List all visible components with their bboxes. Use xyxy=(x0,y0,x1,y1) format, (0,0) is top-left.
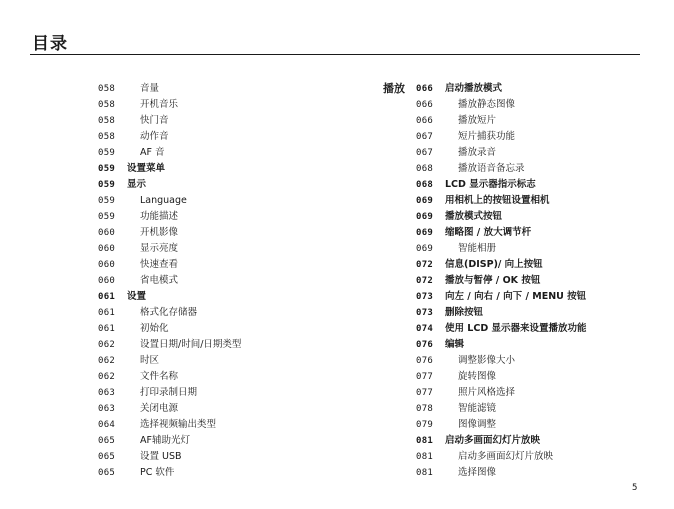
toc-page-number: 069 xyxy=(416,228,434,238)
toc-entry-title: 播放静态图像 xyxy=(458,99,516,110)
toc-entry-title: 设置 xyxy=(127,291,147,302)
toc-page-number: 066 xyxy=(416,100,434,110)
toc-page-number: 066 xyxy=(416,84,434,94)
toc-entry-title: PC 软件 xyxy=(140,467,175,478)
toc-entry-title: 播放与暂停 / OK 按钮 xyxy=(445,275,541,286)
toc-page-number: 079 xyxy=(416,420,434,430)
toc-page-number: 073 xyxy=(416,292,434,302)
toc-entry-title: 播放语音备忘录 xyxy=(458,163,525,174)
toc-entry-title: 向左 / 向右 / 向下 / MENU 按钮 xyxy=(445,291,587,302)
toc-page-number: 062 xyxy=(98,356,116,366)
toc-entry-title: 使用 LCD 显示器来设置播放功能 xyxy=(445,323,587,334)
toc-page-number: 077 xyxy=(416,372,434,382)
toc-entry-title: 功能描述 xyxy=(140,211,179,222)
toc-entry-title: 播放录音 xyxy=(458,147,497,158)
toc-entry-title: 缩略图 / 放大调节杆 xyxy=(445,227,532,238)
toc-entry-title: 信息(DISP)/ 向上按钮 xyxy=(445,259,543,270)
toc-page-number: 060 xyxy=(98,228,116,238)
toc-entry-title: 格式化存储器 xyxy=(140,307,198,318)
toc-entry-title: 编辑 xyxy=(445,339,465,350)
toc-page-number: 077 xyxy=(416,388,434,398)
toc-page-number: 059 xyxy=(98,212,116,222)
toc-entry-title: 图像调整 xyxy=(458,419,497,430)
toc-entry-title: LCD 显示器指示标志 xyxy=(445,179,536,190)
toc-page-number: 069 xyxy=(416,212,434,222)
page-number: 5 xyxy=(632,483,638,493)
section-label-playback: 播放 xyxy=(383,82,405,95)
toc-entry-title: 动作音 xyxy=(140,131,169,142)
toc-entry-title: AF辅助光灯 xyxy=(140,435,190,446)
toc-page-number: 067 xyxy=(416,148,434,158)
toc-page-number: 078 xyxy=(416,404,434,414)
toc-page-number: 058 xyxy=(98,116,116,126)
toc-entry-title: 时区 xyxy=(140,355,160,366)
toc-entry-title: 短片捕获功能 xyxy=(458,131,516,142)
toc-entry-title: 音量 xyxy=(140,83,160,94)
toc-entry-title: 播放短片 xyxy=(458,115,497,126)
toc-entry-title: 调整影像大小 xyxy=(458,355,516,366)
toc-page-number: 081 xyxy=(416,436,434,446)
toc-page-number: 072 xyxy=(416,260,434,270)
toc-page-number: 059 xyxy=(98,148,116,158)
toc-entry-title: 关闭电源 xyxy=(140,403,179,414)
toc-page-number: 058 xyxy=(98,84,116,94)
toc-entry-title: 播放模式按钮 xyxy=(445,211,503,222)
toc-entry-title: 快门音 xyxy=(140,115,169,126)
toc-page-number: 067 xyxy=(416,132,434,142)
toc-page-number: 081 xyxy=(416,452,434,462)
toc-page-number: 073 xyxy=(416,308,434,318)
toc-page-number: 068 xyxy=(416,164,434,174)
toc-entry-title: 显示 xyxy=(127,179,147,190)
toc-entry-title: 设置日期/时间/日期类型 xyxy=(140,339,242,350)
toc-page-number: 068 xyxy=(416,180,434,190)
toc-entry-title: 启动多画面幻灯片放映 xyxy=(445,435,541,446)
toc-page-number: 081 xyxy=(416,468,434,478)
toc-entry-title: 用相机上的按钮设置相机 xyxy=(445,195,550,206)
title-divider xyxy=(30,54,640,55)
toc-entry-title: 开机影像 xyxy=(140,227,179,238)
toc-page-number: 063 xyxy=(98,404,116,414)
toc-page-number: 074 xyxy=(416,324,434,334)
toc-entry-title: 智能滤镜 xyxy=(458,403,497,414)
toc-entry-title: 启动多画面幻灯片放映 xyxy=(458,451,554,462)
toc-page-number: 061 xyxy=(98,324,116,334)
toc-page-number: 059 xyxy=(98,196,116,206)
toc-page-number: 069 xyxy=(416,244,434,254)
toc-page-number: 076 xyxy=(416,340,434,350)
toc-entry-title: 文件名称 xyxy=(140,371,179,382)
toc-entry-title: 设置 USB xyxy=(140,451,182,462)
toc-page-number: 061 xyxy=(98,308,116,318)
page-title: 目录 xyxy=(32,34,68,54)
toc-page-number: 064 xyxy=(98,420,116,430)
toc-page-number: 066 xyxy=(416,116,434,126)
toc-page-number: 060 xyxy=(98,244,116,254)
toc-entry-title: 设置菜单 xyxy=(127,163,166,174)
toc-page-number: 072 xyxy=(416,276,434,286)
toc-page-number: 059 xyxy=(98,164,116,174)
toc-entry-title: 初始化 xyxy=(140,323,169,334)
toc-entry-title: 选择图像 xyxy=(458,467,497,478)
toc-page-number: 058 xyxy=(98,100,116,110)
toc-page-number: 069 xyxy=(416,196,434,206)
toc-page-number: 062 xyxy=(98,340,116,350)
toc-page-number: 065 xyxy=(98,452,116,462)
toc-page-number: 060 xyxy=(98,276,116,286)
toc-entry-title: 省电模式 xyxy=(140,275,179,286)
toc-entry-title: 选择视频输出类型 xyxy=(140,419,217,430)
toc-page-number: 065 xyxy=(98,436,116,446)
toc-entry-title: 显示亮度 xyxy=(140,243,179,254)
toc-page-number: 059 xyxy=(98,180,116,190)
toc-entry-title: 旋转图像 xyxy=(458,371,497,382)
toc-entry-title: AF 音 xyxy=(140,147,165,158)
toc-entry-title: 启动播放模式 xyxy=(445,83,503,94)
toc-page-number: 061 xyxy=(98,292,116,302)
toc-entry-title: 开机音乐 xyxy=(140,99,179,110)
toc-entry-title: 打印录制日期 xyxy=(140,387,198,398)
toc-page-number: 063 xyxy=(98,388,116,398)
toc-page-number: 065 xyxy=(98,468,116,478)
toc-page-number: 062 xyxy=(98,372,116,382)
toc-entry-title: 快速查看 xyxy=(140,259,179,270)
toc-page-number: 058 xyxy=(98,132,116,142)
toc-page-number: 076 xyxy=(416,356,434,366)
toc-entry-title: Language xyxy=(140,195,187,206)
toc-entry-title: 删除按钮 xyxy=(445,307,484,318)
toc-page-number: 060 xyxy=(98,260,116,270)
toc-entry-title: 智能相册 xyxy=(458,243,497,254)
toc-entry-title: 照片风格选择 xyxy=(458,387,516,398)
